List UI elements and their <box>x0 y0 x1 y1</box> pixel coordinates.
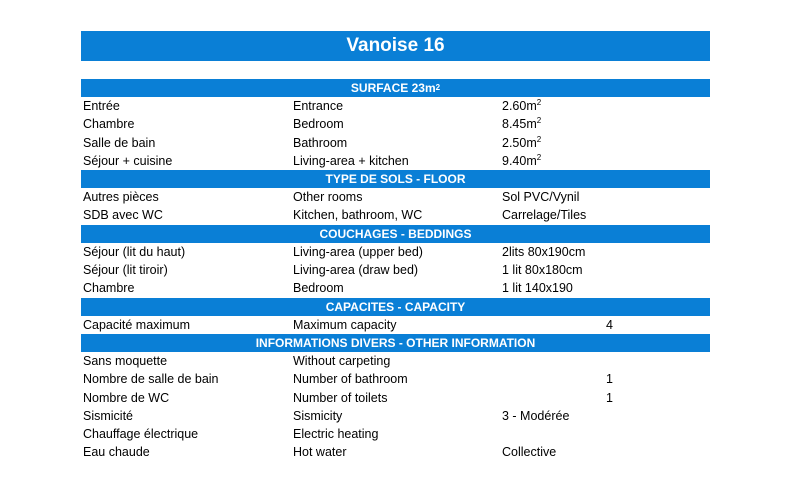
label-fr: Salle de bain <box>83 135 156 150</box>
label-en: Other rooms <box>293 190 363 205</box>
label-en: Hot water <box>293 445 347 460</box>
label-en: Living-area (upper bed) <box>293 244 423 259</box>
label-en: Living-area (draw bed) <box>293 263 419 278</box>
table-row <box>81 261 710 279</box>
value: 1 lit 80x180cm <box>502 263 583 278</box>
label-en: Entrance <box>293 99 344 113</box>
table-row <box>81 243 710 261</box>
value: Carrelage/Tiles <box>502 208 587 223</box>
label-fr: Nombre de WC <box>83 390 170 405</box>
label-fr: Chauffage électrique <box>83 427 199 442</box>
section-header-surface: SURFACE 23m 2 <box>81 79 710 97</box>
value: $8.45m^2$ <box>502 116 542 132</box>
label-fr: Séjour + cuisine <box>83 153 173 168</box>
label-fr: Capacité maximum <box>83 317 190 332</box>
label-en: Number of toilets <box>293 390 388 405</box>
label-en: Without carpeting <box>293 353 391 368</box>
value: $9.40m^2$ <box>502 152 542 168</box>
label-en: Bedroom <box>293 281 344 296</box>
table-row <box>81 152 710 170</box>
count-value: 4 <box>606 317 613 332</box>
table-row <box>81 370 710 388</box>
label-fr: Eau chaude <box>83 445 150 460</box>
label-fr: Entrée <box>83 99 120 113</box>
table-row <box>81 352 710 370</box>
table-row <box>81 97 710 115</box>
table-row <box>81 443 710 461</box>
table-row <box>81 407 710 425</box>
label-fr: Nombre de salle de bain <box>83 372 219 387</box>
table-row <box>81 115 710 133</box>
value: 1 lit 140x190 <box>502 281 573 296</box>
table-row <box>81 279 710 297</box>
label-en: Kitchen, bathroom, WC <box>293 208 423 223</box>
label-en: Living-area + kitchen <box>293 153 409 168</box>
label-fr: Sismicité <box>83 408 134 423</box>
document-title: Vanoise 16 <box>81 31 710 61</box>
table-row <box>81 389 710 407</box>
count-value: 1 <box>606 390 613 405</box>
count-value: 1 <box>606 372 613 387</box>
label-fr: Séjour (lit du haut) <box>83 244 186 259</box>
table-row <box>81 134 710 152</box>
section-header-info: INFORMATIONS DIVERS - OTHER INFORMATION <box>81 334 710 352</box>
table-row <box>81 206 710 224</box>
spec-table <box>81 79 710 462</box>
value: 3 - Modérée <box>502 408 570 423</box>
section-header-beddings: COUCHAGES - BEDDINGS <box>81 225 710 243</box>
section-header-floor: TYPE DE SOLS - FLOOR <box>81 170 710 188</box>
label-en: Bathroom <box>293 135 348 150</box>
table-row <box>81 316 710 334</box>
label-fr: Chambre <box>83 117 135 132</box>
label-fr: Autres pièces <box>83 190 159 205</box>
label-fr: SDB avec WC <box>83 208 163 223</box>
table-row <box>81 188 710 206</box>
label-en: Bedroom <box>293 117 344 132</box>
value: $2.50m^2$ <box>502 134 542 150</box>
label-en: Number of bathroom <box>293 372 408 387</box>
label-fr: Séjour (lit tiroir) <box>83 263 168 278</box>
table-row <box>81 425 710 443</box>
label-en: Sismicity <box>293 408 343 423</box>
label-en: Maximum capacity <box>293 317 397 332</box>
label-fr: Chambre <box>83 281 135 296</box>
value: Sol PVC/Vynil <box>502 190 580 205</box>
value: Collective <box>502 445 557 460</box>
label-en: Electric heating <box>293 427 379 442</box>
value: $2.60m^2$ <box>502 98 542 113</box>
section-header-capacity: CAPACITES - CAPACITY <box>81 298 710 316</box>
label-fr: Sans moquette <box>83 353 168 368</box>
value: 2lits 80x190cm <box>502 244 586 259</box>
